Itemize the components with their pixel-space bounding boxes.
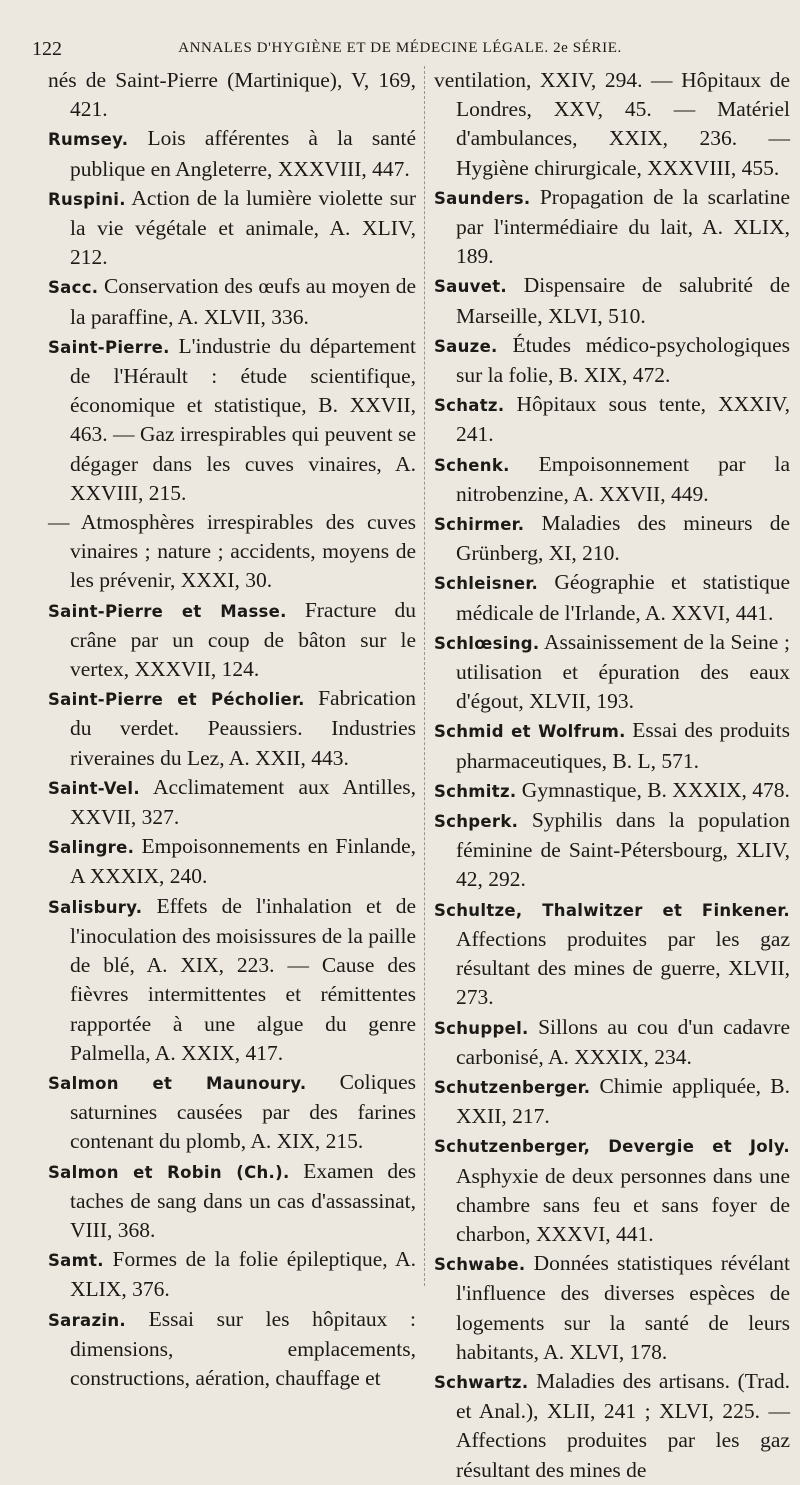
entry-author: Schmid et Wolfrum.	[434, 722, 626, 742]
entry-author: Rumsey.	[48, 130, 129, 150]
entry-text: Hôpitaux sous tente, XXXIV, 241.	[456, 392, 790, 447]
index-entry	[432, 806, 790, 895]
entry-author: Sarazin.	[48, 1310, 126, 1330]
index-entry	[432, 390, 790, 449]
index-entry	[46, 508, 416, 596]
entry-author: Saunders.	[434, 188, 531, 208]
entry-author: Ruspini.	[48, 189, 126, 209]
entry-author: Sacc.	[48, 278, 99, 298]
entry-author: Saint-Pierre et Masse.	[48, 601, 287, 621]
index-entry	[432, 1249, 790, 1367]
index-entry	[432, 1131, 790, 1249]
index-entry	[46, 1305, 416, 1394]
entry-author: Saint-Vel.	[48, 778, 140, 798]
index-entry	[432, 895, 790, 1013]
entry-text: Données statistiques révélant l'influence des diverses espèces de logements sur la santé de leurs habitants, A. XLVI, 178.	[456, 1251, 790, 1364]
index-entry	[432, 716, 790, 775]
index-entry	[432, 331, 790, 390]
entry-author: Schuppel.	[434, 1018, 529, 1038]
entry-text: Maladies des mineurs de Grünberg, XI, 210.	[456, 511, 790, 566]
entry-author: Salmon et Robin (Ch.).	[48, 1162, 290, 1182]
index-entry	[432, 568, 790, 627]
entry-author: Schatz.	[434, 396, 505, 416]
entry-author: Schperk.	[434, 812, 519, 832]
index-entry	[432, 509, 790, 568]
entry-text: Acclimatement aux Antilles, XXVII, 327.	[70, 774, 416, 830]
index-entry	[46, 1157, 416, 1246]
entry-text: Fabrication du verdet. Peaussiers. Industries riveraines du Lez, A. XXII, 443.	[70, 686, 416, 770]
index-entry	[46, 332, 416, 508]
index-entry	[432, 66, 790, 183]
index-entry	[432, 183, 790, 272]
index-entry	[432, 1367, 790, 1485]
entry-author: Schwartz.	[434, 1372, 529, 1392]
index-entry	[46, 684, 416, 773]
entry-text: Empoisonnements en Finlande, A XXXIX, 240.	[70, 834, 416, 889]
entry-text: Action de la lumière violette sur la vie végétale et animale, A. XLIV, 212.	[70, 185, 416, 270]
index-entry	[46, 66, 416, 124]
entry-author: Schwabe.	[434, 1255, 526, 1275]
index-entry	[46, 832, 416, 891]
index-entry	[46, 1245, 416, 1304]
entry-author: Schlœsing.	[434, 633, 540, 653]
entry-text: Sillons au cou d'un cadavre carbonisé, A. XXXIX, 234.	[456, 1014, 790, 1069]
entry-text: L'industrie du département de l'Hérault : étude scientifique, économique et statistique, B. XXVII, 463. — Gaz irrespirables qui peuvent se dégager dans les cuves vinaires, A. XXVIII, 215.	[70, 333, 417, 505]
entry-text: Études médico-psychologiques sur la folie, B. XIX, 472.	[456, 332, 790, 388]
index-entry	[46, 1068, 416, 1157]
entry-text: Affections produites par les gaz résultant des mines de guerre, XLVII, 273.	[456, 926, 790, 1010]
entry-text: Lois afférentes à la santé publique en Angleterre, XXXVIII, 447.	[70, 126, 417, 181]
entry-text: Empoisonnement par la nitrobenzine, A. XXVII, 449.	[456, 451, 790, 506]
index-entry	[46, 272, 416, 331]
entry-text: Essai des produits pharmaceutiques, B. L, 571.	[456, 718, 790, 773]
index-entry	[432, 1013, 790, 1072]
entry-text: Conservation des œufs au moyen de la paraffine, A. XLVII, 336.	[70, 274, 417, 329]
entry-author: Salmon et Maunoury.	[48, 1073, 307, 1093]
entry-author: Schultze, Thalwitzer et Finkener.	[434, 900, 790, 920]
entry-text: Propagation de la scarlatine par l'intermédiaire du lait, A. XLIX, 189.	[456, 184, 791, 269]
index-entry	[46, 124, 416, 183]
index-entry	[432, 450, 790, 509]
entry-author: Schmitz.	[434, 781, 517, 801]
entry-text: Effets de l'inhalation et de l'inoculation des moisissures de la paille de blé, A. XIX, 223. — Cause des fièvres intermittentes et rémittentes rapportée à une algue du genre Palmella, A. XXIX, 417.	[70, 893, 417, 1065]
entry-author: Salingre.	[48, 838, 135, 858]
index-column-right	[432, 66, 791, 1482]
entry-author: Salisbury.	[48, 897, 143, 917]
entry-text: Maladies des artisans. (Trad. et Anal.), XLII, 241 ; XLVI, 225. — Affections produites par les gaz résultant des mines de	[456, 1368, 791, 1482]
running-title: ANNALES D'HYGIÈNE ET DE MÉDECINE LÉGALE. 2e SÉRIE.	[178, 40, 622, 56]
page-header	[28, 38, 772, 66]
entry-author: Saint-Pierre et Pécholier.	[48, 690, 305, 710]
entry-text: Dispensaire de salubrité de Marseille, XLVI, 510.	[456, 273, 790, 328]
entry-author: Schleisner.	[434, 574, 539, 594]
entry-author: Sauze.	[434, 336, 498, 356]
index-column-left	[46, 66, 417, 1390]
page-number: 122	[32, 38, 62, 60]
entry-text: ventilation, XXIV, 294. — Hôpitaux de Londres, XXV, 45. — Matériel d'ambulances, XXIX, 236. — Hygiène chirurgicale, XXXVIII, 455.	[434, 68, 790, 180]
index-entry	[432, 271, 790, 330]
index-entry	[46, 773, 416, 832]
index-entry	[46, 892, 416, 1068]
entry-text: Chimie appliquée, B. XXII, 217.	[456, 1073, 790, 1129]
entry-text: Fracture du crâne par un coup de bâton sur le vertex, XXXVII, 124.	[70, 597, 416, 682]
entry-text: nés de Saint-Pierre (Martinique), V, 169, 421.	[48, 68, 416, 122]
entry-text: — Atmosphères irrespirables des cuves vinaires ; nature ; accidents, moyens de les prévenir, XXXI, 30.	[48, 510, 416, 593]
entry-author: Schutzenberger, Devergie et Joly.	[434, 1137, 790, 1157]
entry-author: Saint-Pierre.	[48, 337, 170, 357]
entry-author: Schenk.	[434, 455, 510, 475]
entry-author: Schirmer.	[434, 515, 525, 535]
entry-text: Essai sur les hôpitaux : dimensions, emplacements, constructions, aération, chauffage et	[70, 1306, 416, 1390]
entry-text: Formes de la folie épileptique, A. XLIX, 376.	[70, 1247, 416, 1302]
entry-text: Syphilis dans la population féminine de Saint-Pétersbourg, XLIV, 42, 292.	[456, 808, 791, 892]
entry-text: Géographie et statistique médicale de l'Irlande, A. XXVI, 441.	[456, 570, 790, 625]
entry-author: Samt.	[48, 1251, 104, 1271]
index-entry	[432, 1072, 790, 1131]
entry-author: Schutzenberger.	[434, 1077, 591, 1097]
index-entry	[432, 628, 790, 717]
index-entry	[432, 776, 790, 806]
entry-author: Sauvet.	[434, 277, 507, 297]
entry-text: Asphyxie de deux personnes dans une chambre sans feu et sans foyer de charbon, XXXVI, 441.	[456, 1163, 790, 1246]
entry-text: Assainissement de la Seine ; utilisation et épuration des eaux d'égout, XLVII, 193.	[456, 629, 790, 714]
index-entry	[46, 184, 416, 273]
index-entry	[46, 596, 416, 685]
column-divider	[424, 66, 425, 1286]
entry-text: Examen des taches de sang dans un cas d'assassinat, VIII, 368.	[70, 1158, 417, 1242]
entry-text: Gymnastique, B. XXXIX, 478.	[521, 777, 790, 802]
entry-text: Coliques saturnines causées par des farines contenant du plomb, A. XIX, 215.	[70, 1069, 417, 1154]
